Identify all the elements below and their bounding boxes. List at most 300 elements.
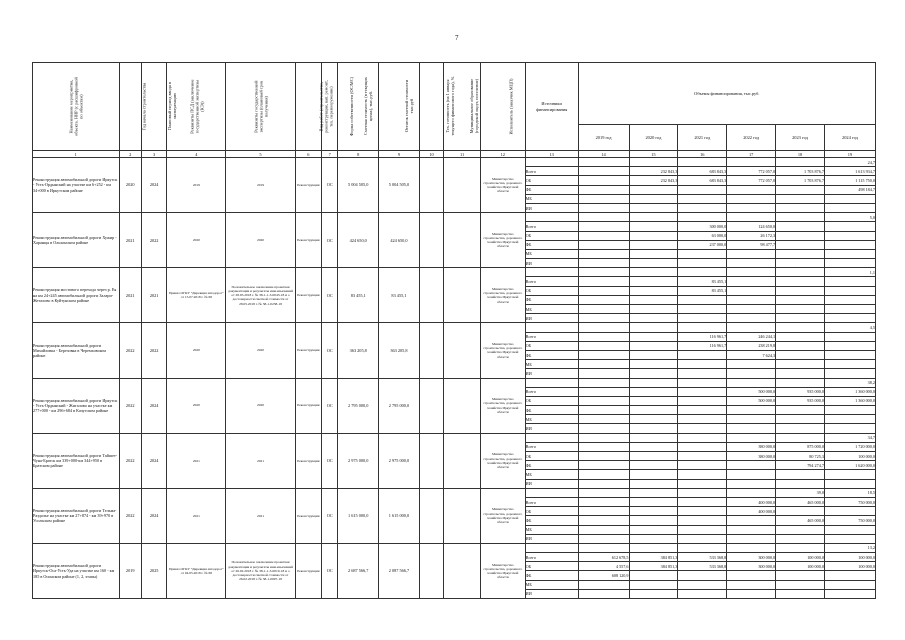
ownership-form: ОС: [322, 323, 338, 378]
work-type: Реконструкция: [295, 268, 321, 323]
column-number: 5: [226, 151, 295, 158]
financing-table: [32, 62, 876, 599]
percent-cell: [578, 323, 629, 332]
psd-details: 2020: [167, 378, 226, 433]
project-name: Реконструкция автомобильной дороги Тельма-Раздолье на участке км 27+874 - км 39+970 в Усольском районе: [33, 488, 120, 543]
funding-value: [629, 479, 678, 488]
funding-value: 683 843,3: [678, 176, 727, 185]
percent-cell: [629, 378, 678, 387]
funding-value: [824, 369, 875, 378]
funding-value: [629, 571, 678, 580]
funding-value: [629, 185, 678, 194]
percent-cell: [678, 213, 727, 222]
header-work-type: Вид работ (строительство, реконструкция, кап. ремонт, тех. перевооружение): [295, 63, 321, 151]
funding-value: [629, 534, 678, 543]
funding-value: 232 843,3: [629, 176, 678, 185]
project-name: Реконструкция автомобильной дороги Иркутск - Усть-Ордынский - Жигалово на участке км 277+000 - км 296+684 в Качугском районе: [33, 378, 120, 433]
funding-value: [578, 396, 629, 405]
funding-value: [727, 571, 776, 580]
funding-value: [629, 369, 678, 378]
funding-source: ОБ: [525, 562, 578, 571]
funding-value: [629, 424, 678, 433]
funding-value: 465 000,0: [776, 497, 825, 506]
project-name: Реконструкция автомобильной дороги Иркутск - Усть-Ордынский на участке км 6+252 - км 34+000 в Иркутском районе: [33, 158, 120, 213]
funding-value: [824, 314, 875, 323]
column-number: 11: [444, 151, 481, 158]
header-funding: Объемы финансирования, тыс.руб.: [578, 63, 875, 125]
funding-source: МБ: [525, 360, 578, 369]
funding-source: ИИ: [525, 534, 578, 543]
funding-value: [629, 589, 678, 598]
funding-source: Всего: [525, 222, 578, 231]
funding-value: [824, 332, 875, 341]
funding-value: 875 000,0: [776, 442, 825, 451]
project-name: Реконструкция автомобильной дороги Михайловка - Березовка в Черемховском районе: [33, 323, 120, 378]
percent-cell: [776, 543, 825, 552]
funding-value: [629, 231, 678, 240]
funding-value: [678, 360, 727, 369]
expertise-details: 2021: [226, 488, 295, 543]
funding-value: 237 000,0: [678, 240, 727, 249]
percent-cell: [678, 158, 727, 167]
percent-cell: [727, 543, 776, 552]
project-percent-row: [33, 158, 876, 167]
funding-value: 608 120,9: [578, 571, 629, 580]
readiness: [419, 323, 443, 378]
project-percent-row: [33, 433, 876, 442]
percent-cell: 4,5: [824, 323, 875, 332]
percent-cell: [776, 378, 825, 387]
funding-value: [776, 507, 825, 516]
funding-value: [776, 277, 825, 286]
funding-value: [678, 249, 727, 258]
funding-value: 83 455,1: [678, 277, 727, 286]
funding-value: [776, 580, 825, 589]
page-number: 7: [455, 34, 459, 42]
expertise-details: 2020: [226, 378, 295, 433]
funding-value: [578, 452, 629, 461]
percent-cell: [678, 433, 727, 442]
funding-value: 380 000,0: [727, 442, 776, 451]
funding-value: [578, 314, 629, 323]
funding-value: [678, 350, 727, 359]
executor: Министерство строительства, дорожного хозяйства Иркутской области: [480, 543, 525, 598]
remaining-cost: 363 205,8: [379, 323, 420, 378]
funding-value: [678, 415, 727, 424]
funding-value: [824, 360, 875, 369]
funding-value: [776, 222, 825, 231]
header-name: Наименование мероприятия, объекта. НИР (с расшифровкой по объектам): [33, 63, 120, 151]
funding-value: [578, 341, 629, 350]
percent-cell: [629, 323, 678, 332]
funding-value: [578, 259, 629, 268]
funding-value: [629, 194, 678, 203]
funding-value: [578, 516, 629, 525]
funding-value: [629, 332, 678, 341]
funding-value: [629, 580, 678, 589]
funding-value: [727, 525, 776, 534]
start-year: 2022: [119, 488, 141, 543]
funding-value: [776, 534, 825, 543]
funding-value: 772 057,0: [727, 176, 776, 185]
percent-cell: 39,0: [776, 488, 825, 497]
project-name: Реконструкция автомобильной дороги Тайшет-Чуна-Братск км 339+000-км 344+950 в Братском районе: [33, 433, 120, 488]
funding-value: [678, 516, 727, 525]
header-year: 2019 год: [578, 125, 629, 151]
percent-cell: [678, 268, 727, 277]
funding-source: ИИ: [525, 369, 578, 378]
funding-value: [578, 387, 629, 396]
funding-value: 300 000,0: [727, 553, 776, 562]
project-name: Реконструкция автомобильной дороги Иркутск-Оса-Усть-Уда на участке км 160 - км 185 в Осинском районе (1, 2, этапы): [33, 543, 120, 598]
funding-value: 533 368,8: [678, 553, 727, 562]
funding-value: [824, 507, 875, 516]
funding-value: [824, 286, 875, 295]
project-percent-row: [33, 378, 876, 387]
start-year: 2019: [119, 543, 141, 598]
project-name: Реконструкция автомобильной дороги Хужир - Харанцы в Ольхонском районе: [33, 213, 120, 268]
funding-value: [678, 497, 727, 506]
funding-source: ОБ: [525, 176, 578, 185]
funding-value: [629, 507, 678, 516]
readiness: [419, 268, 443, 323]
municipality: [444, 433, 481, 488]
work-type: Реконструкция: [295, 378, 321, 433]
expertise-details: 2020: [226, 213, 295, 268]
percent-cell: [629, 433, 678, 442]
funding-value: [629, 360, 678, 369]
funding-value: [629, 387, 678, 396]
commissioning-year: 2024: [141, 433, 166, 488]
funding-value: [824, 580, 875, 589]
funding-value: [578, 442, 629, 451]
funding-value: [578, 222, 629, 231]
funding-source: МБ: [525, 305, 578, 314]
commissioning-year: 2022: [141, 213, 166, 268]
percent-cell: [578, 158, 629, 167]
funding-value: [578, 295, 629, 304]
ownership-form: ОС: [322, 543, 338, 598]
funding-value: [678, 424, 727, 433]
funding-value: [629, 525, 678, 534]
executor: Министерство строительства, дорожного хозяйства Иркутской области: [480, 213, 525, 268]
funding-value: [776, 249, 825, 258]
work-type: Реконструкция: [295, 158, 321, 213]
estimated-cost: 2 687 566,7: [338, 543, 379, 598]
funding-value: [776, 470, 825, 479]
readiness: [419, 433, 443, 488]
funding-value: [678, 406, 727, 415]
funding-value: 1 613 934,7: [824, 167, 875, 176]
funding-source: ИИ: [525, 314, 578, 323]
funding-value: [824, 305, 875, 314]
remaining-cost: 5 004 505,0: [379, 158, 420, 213]
percent-cell: [678, 378, 727, 387]
funding-value: [824, 277, 875, 286]
funding-value: 380 000,0: [727, 452, 776, 461]
funding-value: [629, 295, 678, 304]
psd-details: Приказ ОГКУ "Дирекция автодорог" от 04.05.2018 г. № 68: [167, 543, 226, 598]
funding-value: 100 000,0: [824, 562, 875, 571]
funding-value: [727, 516, 776, 525]
funding-value: [678, 534, 727, 543]
percent-cell: 5,0: [824, 213, 875, 222]
funding-value: [578, 277, 629, 286]
funding-value: [678, 259, 727, 268]
funding-value: [727, 259, 776, 268]
funding-value: 1 360 000,0: [824, 387, 875, 396]
funding-source: ФБ: [525, 350, 578, 359]
funding-value: [824, 231, 875, 240]
funding-value: [776, 406, 825, 415]
funding-value: 7 624,3: [727, 350, 776, 359]
start-year: 2021: [119, 213, 141, 268]
start-year: 2021: [119, 268, 141, 323]
funding-source: МБ: [525, 415, 578, 424]
header-year: 2020 год: [629, 125, 678, 151]
funding-value: [629, 470, 678, 479]
funding-value: [776, 231, 825, 240]
funding-value: [776, 332, 825, 341]
project-percent-row: [33, 268, 876, 277]
project-percent-row: [33, 323, 876, 332]
header-cost: Сметная стоимость (в текущих ценах), тыс.руб.: [338, 63, 379, 151]
remaining-cost: 2 975 000,0: [379, 433, 420, 488]
psd-details: 2020: [167, 213, 226, 268]
funding-value: [678, 194, 727, 203]
funding-value: 1 720 000,0: [824, 442, 875, 451]
funding-source: Всего: [525, 553, 578, 562]
percent-cell: [727, 488, 776, 497]
column-number-row: [33, 151, 876, 158]
commissioning-year: 2024: [141, 488, 166, 543]
funding-value: [776, 305, 825, 314]
funding-source: МБ: [525, 249, 578, 258]
funding-value: [727, 415, 776, 424]
funding-value: [776, 415, 825, 424]
funding-value: 500 000,0: [727, 396, 776, 405]
funding-source: МБ: [525, 470, 578, 479]
column-number: 3: [141, 151, 166, 158]
funding-source: ФБ: [525, 406, 578, 415]
column-number: 16: [678, 151, 727, 158]
funding-value: [727, 277, 776, 286]
percent-cell: [727, 378, 776, 387]
funding-value: [578, 249, 629, 258]
percent-cell: [727, 158, 776, 167]
funding-value: [678, 580, 727, 589]
funding-value: [824, 589, 875, 598]
funding-value: [629, 415, 678, 424]
start-year: 2020: [119, 158, 141, 213]
funding-value: 400 000,0: [727, 507, 776, 516]
funding-value: [629, 249, 678, 258]
funding-value: [678, 396, 727, 405]
estimated-cost: 5 004 505,0: [338, 158, 379, 213]
funding-value: [629, 259, 678, 268]
percent-cell: [578, 433, 629, 442]
funding-value: 4 557,6: [578, 562, 629, 571]
funding-value: [578, 167, 629, 176]
funding-value: [824, 534, 875, 543]
funding-value: [776, 360, 825, 369]
remaining-cost: 424 650,0: [379, 213, 420, 268]
funding-value: 100 000,0: [824, 452, 875, 461]
funding-value: [578, 525, 629, 534]
funding-source: ОБ: [525, 452, 578, 461]
funding-source: ОБ: [525, 341, 578, 350]
project-name: Реконструкция мостового перехода через р. Ея на км 24+245 автомобильной дороги Залари-Жеталово в Куйтунском районе: [33, 268, 120, 323]
funding-source: ОБ: [525, 231, 578, 240]
funding-value: [629, 222, 678, 231]
column-number: 14: [578, 151, 629, 158]
percent-cell: [629, 488, 678, 497]
percent-cell: 18,5: [824, 488, 875, 497]
funding-value: 384 851,3: [629, 562, 678, 571]
table-header: [33, 63, 876, 158]
readiness: [419, 213, 443, 268]
header-year: 2023 год: [776, 125, 825, 151]
funding-value: [678, 461, 727, 470]
funding-value: [678, 314, 727, 323]
column-number: 17: [727, 151, 776, 158]
funding-value: [578, 589, 629, 598]
funding-source: Всего: [525, 167, 578, 176]
funding-value: [578, 176, 629, 185]
column-number: 6: [295, 151, 321, 158]
funding-value: [727, 249, 776, 258]
estimated-cost: 2 975 000,0: [338, 433, 379, 488]
start-year: 2022: [119, 378, 141, 433]
percent-cell: [678, 488, 727, 497]
funding-value: [727, 286, 776, 295]
funding-value: [578, 332, 629, 341]
funding-value: [578, 470, 629, 479]
funding-value: [678, 387, 727, 396]
funding-value: 100 000,0: [776, 553, 825, 562]
readiness: [419, 488, 443, 543]
funding-value: [824, 470, 875, 479]
funding-value: 116 961,7: [678, 341, 727, 350]
column-number: 9: [379, 151, 420, 158]
funding-value: [776, 203, 825, 212]
percent-cell: [776, 323, 825, 332]
percent-cell: 1,1: [824, 268, 875, 277]
column-number: 4: [167, 151, 226, 158]
funding-value: [824, 424, 875, 433]
executor: Министерство строительства, дорожного хозяйства Иркутской области: [480, 433, 525, 488]
funding-value: [578, 240, 629, 249]
funding-value: 26 172,3: [727, 231, 776, 240]
funding-value: [727, 470, 776, 479]
executor: Министерство строительства, дорожного хозяйства Иркутской области: [480, 323, 525, 378]
funding-value: [824, 295, 875, 304]
column-number: 19: [824, 151, 875, 158]
funding-value: [776, 350, 825, 359]
funding-value: 1 703 876,7: [776, 167, 825, 176]
funding-value: [727, 461, 776, 470]
funding-value: 935 000,0: [776, 387, 825, 396]
funding-value: 772 057,0: [727, 167, 776, 176]
percent-cell: 13,2: [824, 543, 875, 552]
commissioning-year: 2021: [141, 268, 166, 323]
project-percent-row: [33, 543, 876, 552]
header-expertise: Реквизиты государственной экспертизы (плановый срок получения): [226, 63, 295, 151]
funding-value: [678, 442, 727, 451]
funding-value: [678, 589, 727, 598]
municipality: [444, 268, 481, 323]
funding-value: [578, 369, 629, 378]
percent-cell: [678, 543, 727, 552]
funding-value: [678, 203, 727, 212]
funding-value: [578, 360, 629, 369]
funding-value: [727, 406, 776, 415]
header-remaining-cost: Остаток сметной стоимости тыс.руб: [379, 63, 420, 151]
funding-value: [727, 203, 776, 212]
column-number: 8: [338, 151, 379, 158]
funding-source: Всего: [525, 442, 578, 451]
funding-value: [578, 580, 629, 589]
funding-value: [578, 350, 629, 359]
expertise-details: 2020: [226, 323, 295, 378]
work-type: Реконструкция: [295, 323, 321, 378]
percent-cell: [776, 158, 825, 167]
work-type: Реконструкция: [295, 543, 321, 598]
source-blank: [525, 488, 578, 497]
expertise-details: 2019: [226, 158, 295, 213]
funding-source: ФБ: [525, 516, 578, 525]
funding-value: [824, 406, 875, 415]
column-number: 2: [119, 151, 141, 158]
funding-value: 300 000,0: [727, 562, 776, 571]
readiness: [419, 158, 443, 213]
funding-value: 750 000,0: [824, 516, 875, 525]
funding-value: [629, 305, 678, 314]
funding-value: [776, 185, 825, 194]
percent-cell: [776, 268, 825, 277]
psd-details: 2020: [167, 323, 226, 378]
funding-value: [776, 571, 825, 580]
executor: Министерство строительства, дорожного хозяйства Иркутской области: [480, 158, 525, 213]
funding-value: [776, 194, 825, 203]
funding-value: 384 851,3: [629, 553, 678, 562]
source-blank: [525, 543, 578, 552]
start-year: 2022: [119, 323, 141, 378]
funding-value: [824, 571, 875, 580]
work-type: Реконструкция: [295, 433, 321, 488]
funding-value: [727, 369, 776, 378]
funding-value: 612 678,5: [578, 553, 629, 562]
funding-value: [776, 525, 825, 534]
funding-value: 238 219,8: [727, 341, 776, 350]
percent-cell: [578, 378, 629, 387]
percent-cell: [776, 213, 825, 222]
funding-value: [824, 194, 875, 203]
psd-details: 2019: [167, 158, 226, 213]
funding-value: [578, 231, 629, 240]
funding-value: [678, 369, 727, 378]
funding-value: [824, 350, 875, 359]
funding-value: [578, 194, 629, 203]
funding-value: [578, 479, 629, 488]
source-blank: [525, 378, 578, 387]
municipality: [444, 488, 481, 543]
funding-source: ФБ: [525, 295, 578, 304]
funding-source: ФБ: [525, 240, 578, 249]
funding-value: [678, 479, 727, 488]
funding-value: [727, 295, 776, 304]
funding-value: [629, 516, 678, 525]
